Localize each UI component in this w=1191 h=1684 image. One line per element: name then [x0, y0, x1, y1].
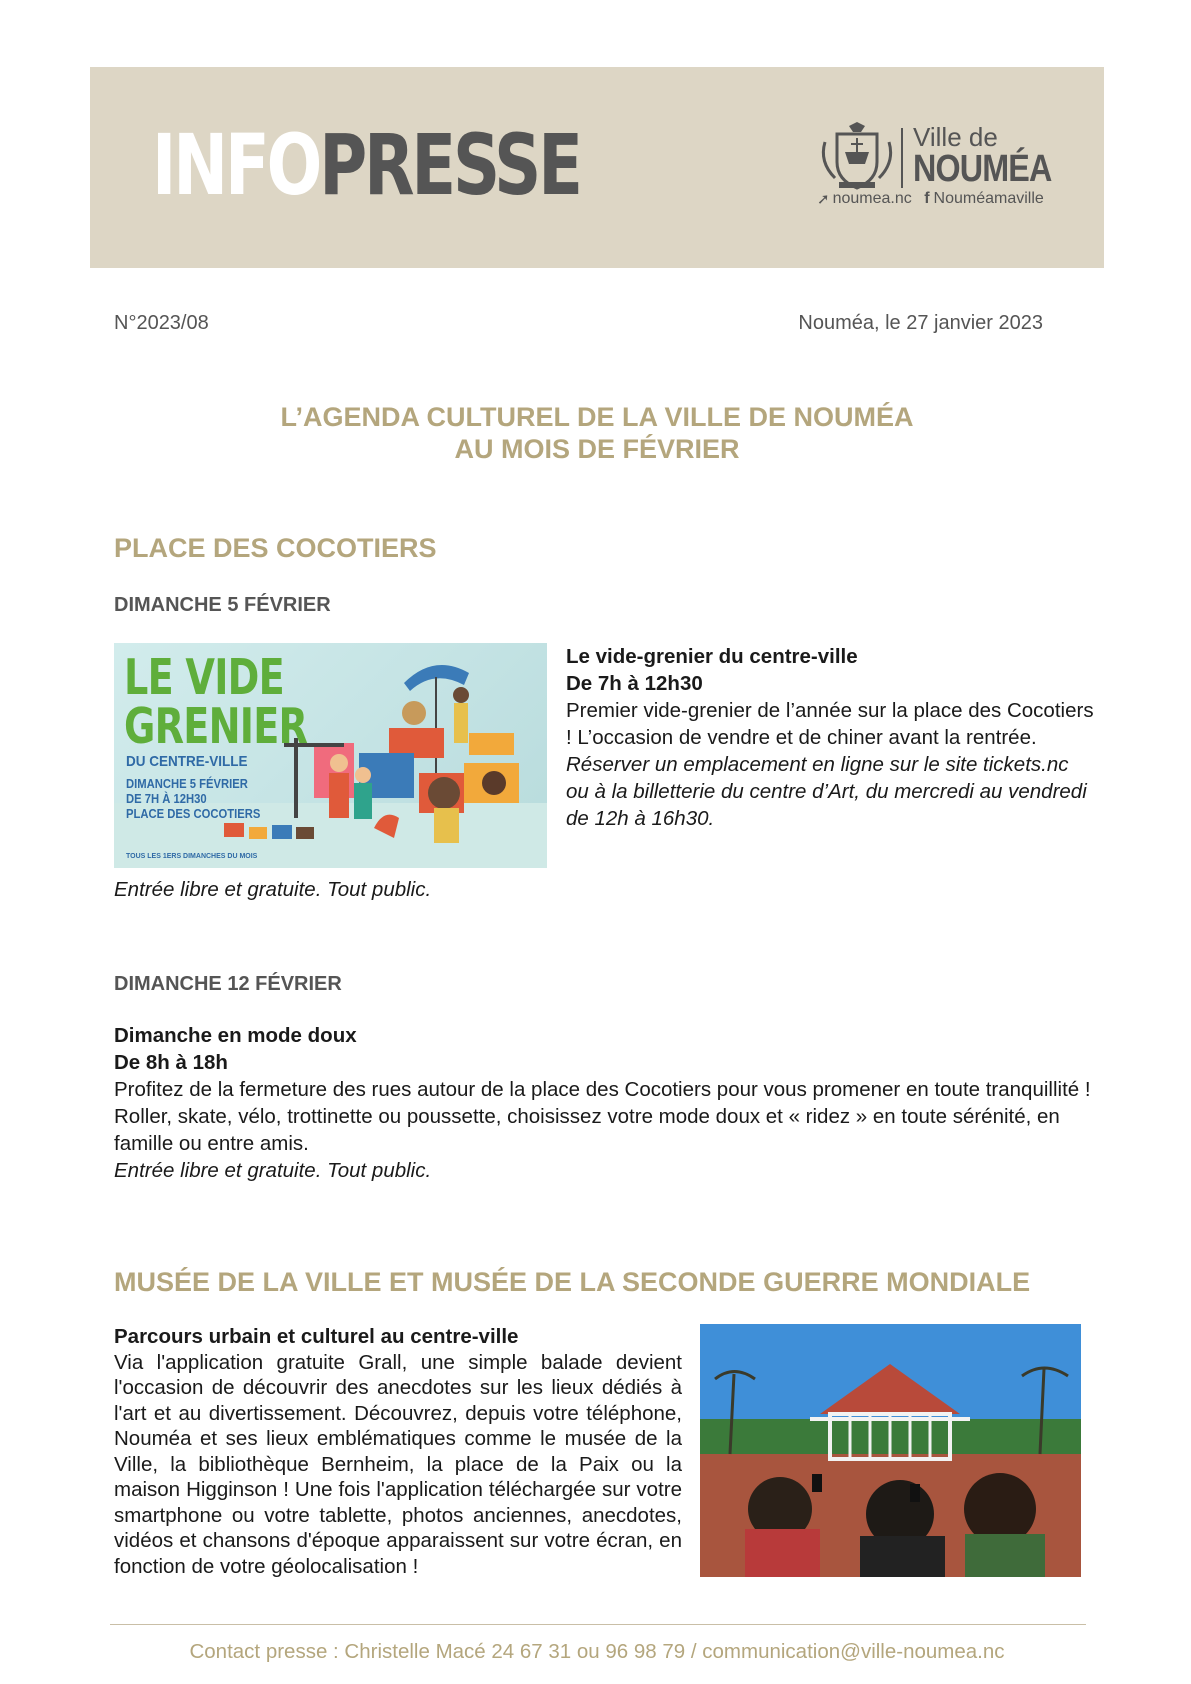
poster-subtitle: DU CENTRE-VILLE: [126, 753, 248, 770]
poster-title: LE VIDE GRENIER: [124, 649, 308, 755]
website-link[interactable]: noumea.nc: [832, 190, 912, 207]
title-line-1: L’AGENDA CULTUREL DE LA VILLE DE NOUMÉA: [280, 402, 914, 432]
event-parcours-urbain: [114, 1324, 682, 1579]
facebook-link[interactable]: Nouméamaville: [933, 190, 1044, 207]
poster-footer: TOUS LES 1ERS DIMANCHES DU MOIS: [126, 853, 258, 860]
brand-presse: PRESSE: [319, 116, 580, 214]
event-caption: Entrée libre et gratuite. Tout public.: [114, 878, 432, 901]
coat-of-arms-icon: [817, 122, 897, 192]
event-mode-doux: [114, 1022, 1094, 1184]
poster-details: DIMANCHE 5 FÉVRIER DE 7H À 12H30 PLACE DES COCOTIERS: [126, 777, 261, 821]
event-hours: De 8h à 18h: [114, 1051, 228, 1074]
press-date: Nouméa, le 27 janvier 2023: [798, 312, 1043, 334]
facebook-icon: f: [924, 190, 930, 207]
event-caption: Entrée libre et gratuite. Tout public.: [114, 1159, 432, 1182]
event-name: Dimanche en mode doux: [114, 1024, 357, 1047]
section-heading-musee: MUSÉE DE LA VILLE ET MUSÉE DE LA SECONDE GUERRE MONDIALE: [114, 1267, 1031, 1297]
ville-de-noumea-logo: [817, 122, 1057, 212]
logo-noumea: NOUMÉA: [913, 148, 1052, 190]
bandstand-photo: [700, 1324, 1081, 1577]
event-hours: De 7h à 12h30: [566, 672, 703, 695]
footer-divider: [110, 1624, 1086, 1625]
logo-ville-de: Ville de: [913, 122, 998, 152]
kiosque-photo: [700, 1324, 1081, 1577]
event-vide-grenier: [566, 643, 1096, 832]
logo-links: [817, 190, 1067, 208]
arrow-icon: ➚: [817, 191, 830, 208]
logo-separator: [901, 128, 903, 188]
event-description: Via l'application gratuite Grall, une simple balade devient l'occasion de découvrir des anecdotes sur les lieux dédiés à l'art et au divertissement. Découvrez, depuis votre téléphone, Nouméa et ses lieux emblématiques comme le musée de la Ville, la bibliothèque Bernheim, la place de la Paix ou la maison Higginson ! Une fois l'application téléchargée sur votre smartphone ou votre tablette, photos anciennes, anecdotes, vidéos et chansons d'époque apparaissent sur votre écran, en fonction de votre géolocalisation !: [114, 1350, 682, 1578]
title-line-2: AU MOIS DE FÉVRIER: [454, 434, 740, 464]
press-number: N°2023/08: [114, 312, 209, 334]
event-name: Parcours urbain et culturel au centre-ville: [114, 1325, 519, 1348]
vide-grenier-poster: [114, 643, 547, 868]
event-description: Profitez de la fermeture des rues autour de la place des Cocotiers pour vous promener en toute tranquillité ! Roller, skate, vélo, trottinette ou poussette, choisissez votre mode doux et « ridez » en toute sérénité, en famille ou entre amis.: [114, 1078, 1091, 1155]
event-reservation: Réserver un emplacement en ligne sur le site tickets.nc ou à la billetterie du centre d’Art, du mercredi au vendredi de 12h à 16h30.: [566, 753, 1087, 830]
event-description: Premier vide-grenier de l’année sur la place des Cocotiers ! L’occasion de vendre et de chiner avant la rentrée.: [566, 699, 1094, 749]
header-banner: [90, 67, 1104, 268]
day-heading-5-fevrier: DIMANCHE 5 FÉVRIER: [114, 594, 331, 616]
footer-contact: Contact presse : Christelle Macé 24 67 31 ou 96 98 79 / communication@ville-noumea.nc: [189, 1640, 1005, 1663]
brand-info: INFO: [152, 116, 320, 214]
day-heading-12-fevrier: DIMANCHE 12 FÉVRIER: [114, 973, 342, 995]
info-presse-title: [152, 115, 580, 215]
section-heading-cocotiers: PLACE DES COCOTIERS: [114, 533, 437, 563]
document-title: [90, 401, 1104, 465]
event-name: Le vide-grenier du centre-ville: [566, 645, 858, 668]
